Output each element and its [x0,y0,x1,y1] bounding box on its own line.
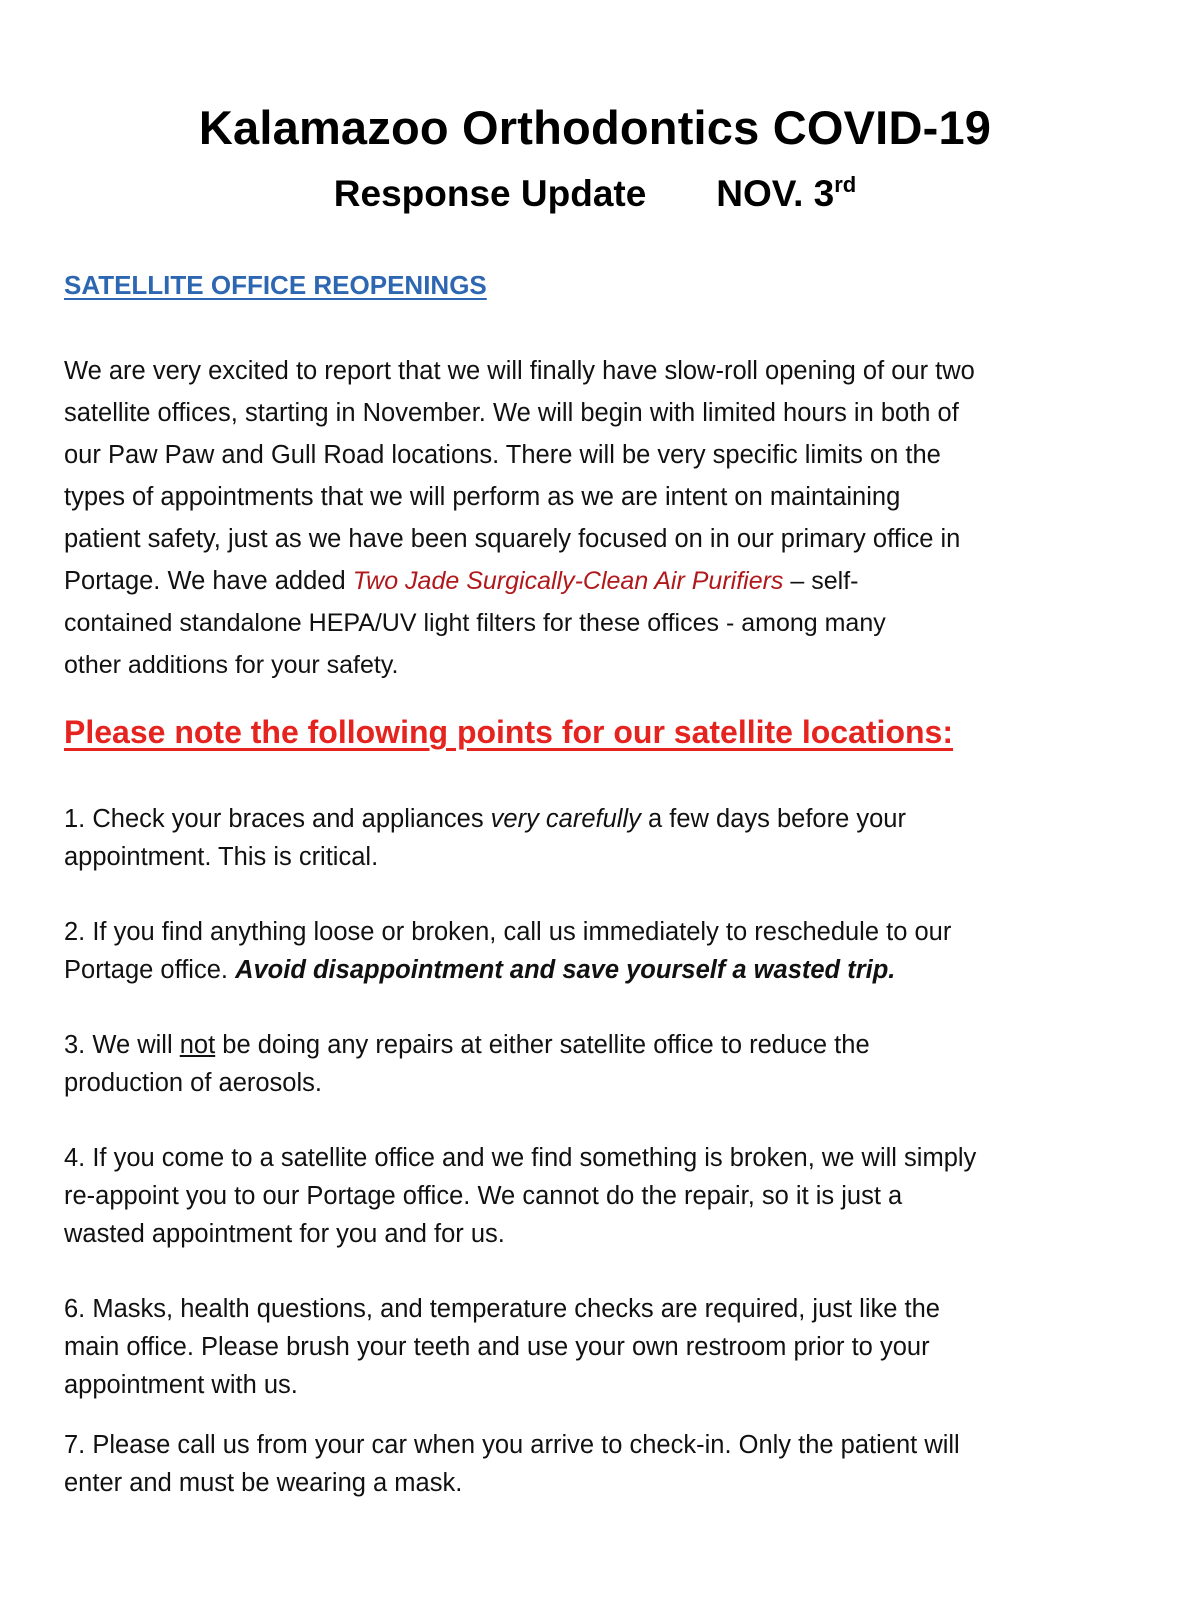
intro-line [64,560,1114,602]
point-text: 1. Check your braces and appliances [64,805,491,833]
point-emphasis: Avoid disappointment and save yourself a wasted trip. [235,956,896,984]
intro-line: patient safety, just as we have been squarely focused on in our primary office in [64,525,961,553]
list-item [64,1290,1124,1404]
intro-line: our Paw Paw and Gull Road locations. There will be very specific limits on the [64,441,941,469]
point-text: 2. If you find anything loose or broken, call us immediately to reschedule to our [64,918,952,946]
list-item [64,1426,1124,1502]
intro-line: contained standalone HEPA/UV light filters for these offices - among many [64,609,886,637]
intro-text: – self- [783,567,859,595]
document-title: Kalamazoo Orthodontics COVID-19 [198,101,992,154]
intro-paragraph [64,350,1114,686]
section-heading: SATELLITE OFFICE REOPENINGS [64,270,487,300]
intro-line: other additions for your safety. [64,651,399,679]
point-text: appointment. This is critical. [64,843,379,871]
intro-line: satellite offices, starting in November. We will begin with limited hours in both of [64,399,959,427]
point-text: wasted appointment for you and for us. [64,1220,505,1248]
point-text: production of aerosols. [64,1069,322,1097]
point-text: appointment with us. [64,1371,298,1399]
point-text: 7. Please call us from your car when you arrive to check-in. Only the patient will [64,1431,960,1459]
point-text: enter and must be wearing a mask. [64,1469,463,1497]
date-ordinal-suffix: rd [834,172,857,197]
point-emphasis: very carefully [490,805,641,833]
document-subtitle [0,172,1190,215]
intro-line: We are very excited to report that we will finally have slow-roll opening of our two [64,357,975,385]
list-item [64,1026,1124,1102]
point-text: Portage office. [64,956,236,984]
list-item [64,800,1124,876]
point-text: re-appoint you to our Portage office. We cannot do the repair, so it is just a [64,1182,903,1210]
point-text: 3. We will [64,1031,180,1059]
point-text: be doing any repairs at either satellite office to reduce the [215,1031,870,1059]
air-purifier-highlight: Two Jade Surgically-Clean Air Purifiers [352,567,784,595]
date-label: NOV. 3 [716,173,835,214]
list-item [64,1139,1124,1253]
point-text: 6. Masks, health questions, and temperature checks are required, just like the [64,1295,940,1323]
intro-text: Portage. We have added [64,567,353,595]
intro-line: types of appointments that we will perform as we are intent on maintaining [64,483,901,511]
notice-heading: Please note the following points for our satellite locations: [64,714,953,750]
subtitle-text: Response Update [333,173,647,214]
point-underline: not [179,1031,216,1059]
point-text: main office. Please brush your teeth and use your own restroom prior to your [64,1333,930,1361]
point-text: a few days before your [640,805,906,833]
point-text: 4. If you come to a satellite office and we find something is broken, we will simply [64,1144,977,1172]
list-item [64,913,1124,989]
